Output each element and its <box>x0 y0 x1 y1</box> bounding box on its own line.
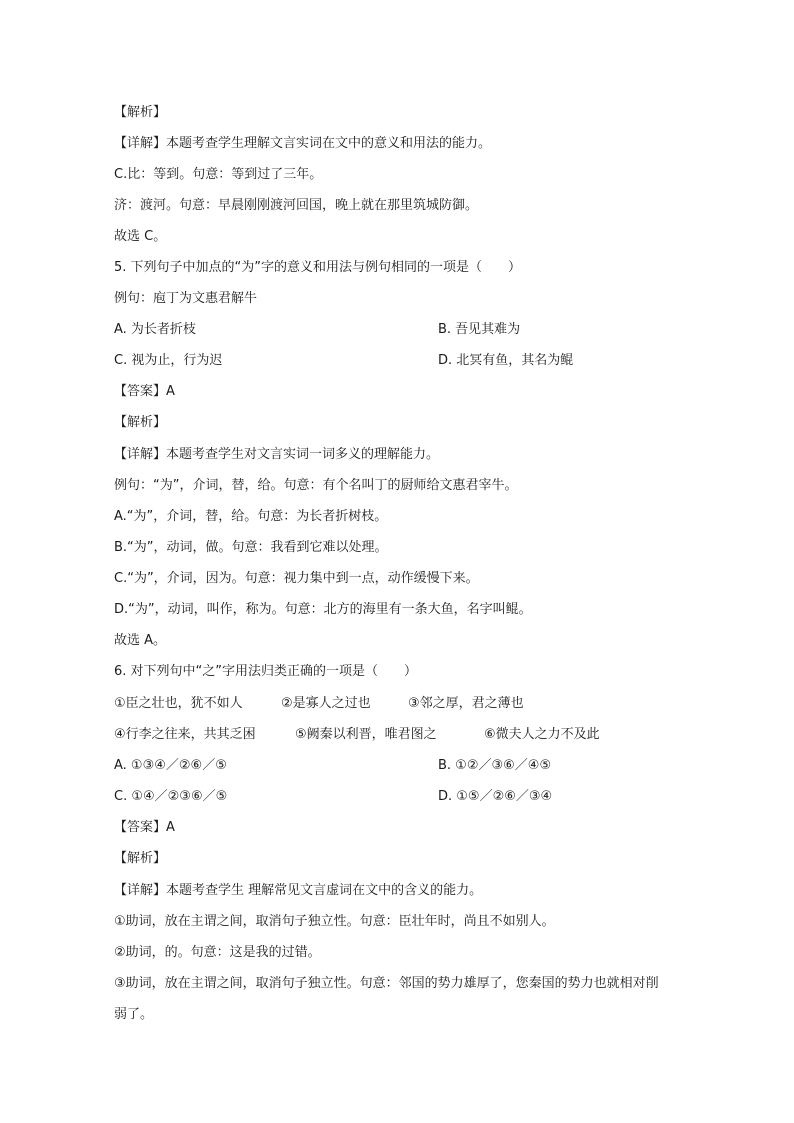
q5-explain-line: C.“为”，介词，因为。句意：视力集中到一点，动作缓慢下来。 <box>114 571 479 586</box>
q6-explain-line: 【详解】本题考查学生 理解常见文言虚词在文中的含义的能力。 <box>114 883 483 898</box>
q6-option-row <box>114 757 714 775</box>
q5-answer: 【答案】A <box>114 384 175 399</box>
q5-explain-line: 【详解】本题考查学生对文言实词一词多义的理解能力。 <box>114 447 440 462</box>
q5-option-c: C. 视为止，行为迟 <box>114 353 223 368</box>
q5-analysis-heading: 【解析】 <box>114 415 167 430</box>
q6-option-a: A. ①③④／②⑥／⑤ <box>114 758 227 773</box>
question-6-stem: 6. 对下列句中“之”字用法归类正确的一项是（ ） <box>114 664 418 679</box>
q6-analysis-heading: 【解析】 <box>114 851 167 866</box>
q5-option-row <box>114 321 714 339</box>
q5-option-b: B. 吾见其难为 <box>438 322 521 337</box>
q5-option-d: D. 北冥有鱼，其名为鲲 <box>438 353 574 368</box>
q5-explain-line: 例句：“为”，介词，替，给。句意：有个名叫丁的厨师给文惠君宰牛。 <box>114 478 518 493</box>
q5-choice-line: 故选 A。 <box>114 633 167 648</box>
q6-option-c: C. ①④／②③⑥／⑤ <box>114 789 228 804</box>
q6-explain-line: 弱了。 <box>114 1007 154 1022</box>
q6-item-row <box>114 695 714 713</box>
q5-option-a: A. 为长者折枝 <box>114 322 196 337</box>
detail-line: 济：渡河。句意：早晨刚刚渡河回国，晚上就在那里筑城防御。 <box>114 198 479 213</box>
section-heading-analysis: 【解析】 <box>114 105 167 120</box>
q5-option-row <box>114 352 714 370</box>
q6-item-6: ⑥微夫人之力不及此 <box>484 727 600 742</box>
question-5-stem: 5. 下列句子中加点的“为”字的意义和用法与例句相同的一项是（ ） <box>114 260 522 275</box>
q6-explain-line: ②助词，的。句意：这是我的过错。 <box>114 945 321 960</box>
q5-explain-line: D.“为”，动词，叫作，称为。句意：北方的海里有一条大鱼，名字叫鲲。 <box>114 602 532 617</box>
q6-explain-line: ①助词，放在主谓之间，取消句子独立性。句意：臣壮年时，尚且不如别人。 <box>114 914 555 929</box>
detail-line: 【详解】本题考查学生理解文言实词在文中的意义和用法的能力。 <box>114 136 492 151</box>
q6-explain-line: ③助词，放在主谓之间，取消句子独立性。句意：邻国的势力雄厚了，您秦国的势力也就相对削 <box>114 976 659 991</box>
q5-explain-line: B.“为”，动词，做。句意：我看到它难以处理。 <box>114 540 388 555</box>
q6-answer: 【答案】A <box>114 820 175 835</box>
q6-option-row <box>114 788 714 806</box>
q6-item-row <box>114 726 714 744</box>
q6-item-3: ③邻之厚，君之薄也 <box>408 696 524 711</box>
q6-item-1: ①臣之壮也，犹不如人 <box>114 696 243 711</box>
q5-explain-line: A.“为”，介词，替，给。句意：为长者折树枝。 <box>114 509 388 524</box>
q6-option-b: B. ①②／③⑥／④⑤ <box>438 758 552 773</box>
q6-option-d: D. ①⑤／②⑥／③④ <box>438 789 553 804</box>
q6-item-2: ②是寡人之过也 <box>281 696 371 711</box>
q6-item-4: ④行李之往来，共其乏困 <box>114 727 256 742</box>
question-5-example: 例句：庖丁为文惠君解牛 <box>114 291 258 306</box>
q6-item-5: ⑤阙秦以利晋，唯君图之 <box>295 727 437 742</box>
detail-line: C.比：等到。句意：等到过了三年。 <box>114 167 323 182</box>
answer-choice-line: 故选 C。 <box>114 229 167 244</box>
